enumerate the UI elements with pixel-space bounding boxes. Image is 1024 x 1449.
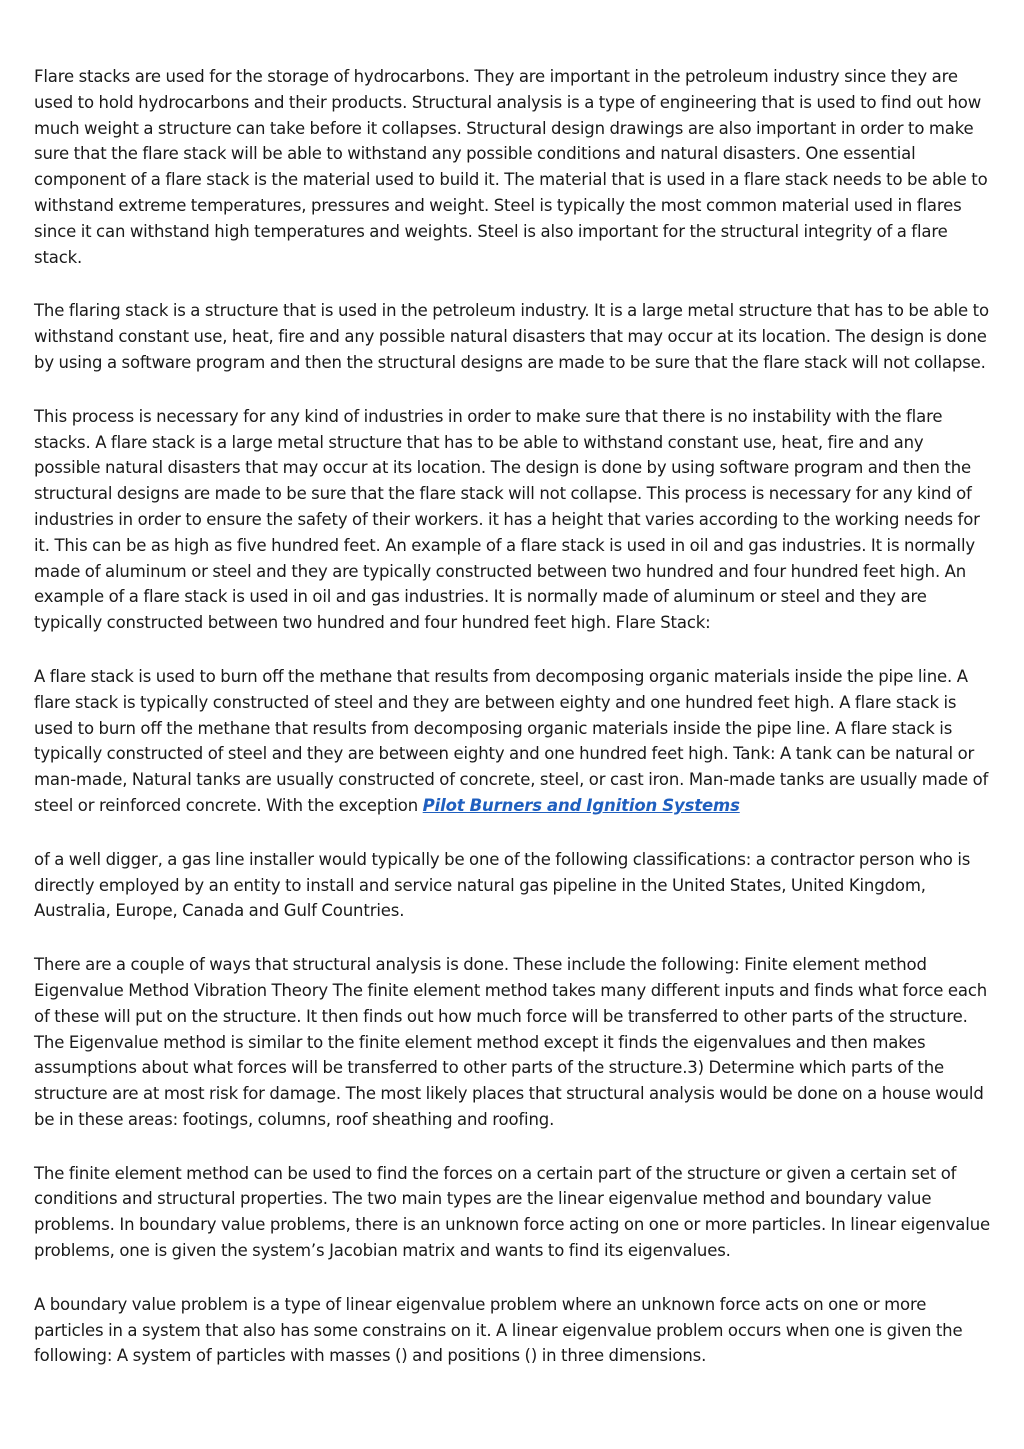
paragraph-methane-burn-text: A flare stack is used to burn off the methane that results from decomposing organic materials inside the pipe line. A flare stack is typically constructed of steel and they are between eighty and one hundred feet high. A flare stack is used to burn off the methane that results from decomposing organic materials inside the pipe line. A flare stack is typically constructed of steel and they are between eighty and one hundred feet high. Tank: A tank can be natural or man-made, Natural tanks are usually constructed of concrete, steel, or cast iron. Man-made tanks are usually made of steel or reinforced concrete. With the exception: [34, 666, 989, 815]
paragraph-flaring-stack: The flaring stack is a structure that is used in the petroleum industry. It is a large metal structure that has to be able to withstand constant use, heat, fire and any possible natural disasters that may occur at its location. The design is done by using a software program and then the structural designs are made to be sure that the flare stack will not collapse.: [34, 301, 989, 372]
document-page: [34, 64, 992, 1397]
paragraph-methane-burn: [34, 664, 992, 819]
pilot-burners-link[interactable]: Pilot Burners and Ignition Systems: [422, 795, 740, 815]
paragraph-boundary-value: A boundary value problem is a type of linear eigenvalue problem where an unknown force acts on one or more particles in a system that also has some constrains on it. A linear eigenvalue problem occurs when one is given the following: A system of particles with masses () and positions () in three dimensions.: [34, 1294, 963, 1366]
paragraph-structural-analysis-methods: There are a couple of ways that structural analysis is done. These include the following: Finite element method Eigenvalue Method Vibration Theory The finite element method takes many different inputs and finds what force each of these will put on the structure. It then finds out how much force will be transferred to other parts of the structure. The Eigenvalue method is similar to the finite element method except it finds the eigenvalues and then makes assumptions about what forces will be transferred to other parts of the structure.3) Determine which parts of the structure are at most risk for damage. The most likely places that structural analysis would be done on a house would be in these areas: footings, columns, roof sheathing and roofing.: [34, 955, 988, 1129]
paragraph-process-necessary: This process is necessary for any kind of industries in order to make sure that there is no instability with the flare stacks. A flare stack is a large metal structure that has to be able to withstand constant use, heat, fire and any possible natural disasters that may occur at its location. The design is done by using software program and then the structural designs are made to be sure that the flare stack will not collapse. This process is necessary for any kind of industries in order to ensure the safety of their workers. it has a height that varies according to the working needs for it. This can be as high as five hundred feet. An example of a flare stack is used in oil and gas industries. It is normally made of aluminum or steel and they are typically constructed between two hundred and four hundred feet high. An example of a flare stack is used in oil and gas industries. It is normally made of aluminum or steel and they are typically constructed between two hundred and four hundred feet high. Flare Stack:: [34, 406, 980, 633]
paragraph-finite-element: The finite element method can be used to find the forces on a certain part of the structure or given a certain set of conditions and structural properties. The two main types are the linear eigenvalue method and boundary value problems. In boundary value problems, there is an unknown force acting on one or more particles. In linear eigenvalue problems, one is given the system’s Jacobian matrix and wants to find its eigenvalues.: [34, 1163, 991, 1261]
paragraph-flare-stacks-intro: Flare stacks are used for the storage of hydrocarbons. They are important in the petroleum industry since they are used to hold hydrocarbons and their products. Structural analysis is a type of engineering that is used to find out how much weight a structure can take before it collapses. Structural design drawings are also important in order to make sure that the flare stack will be able to withstand any possible conditions and natural disasters. One essential component of a flare stack is the material used to build it. The material that is used in a flare stack needs to be able to withstand extreme temperatures, pressures and weight. Steel is typically the most common material used in flares since it can withstand high temperatures and weights. Steel is also important for the structural integrity of a flare stack.: [34, 67, 988, 267]
paragraph-well-digger: of a well digger, a gas line installer would typically be one of the following classifications: a contractor person who is directly employed by an entity to install and service natural gas pipeline in the United States, United Kingdom, Australia, Europe, Canada and Gulf Countries.: [34, 849, 971, 921]
